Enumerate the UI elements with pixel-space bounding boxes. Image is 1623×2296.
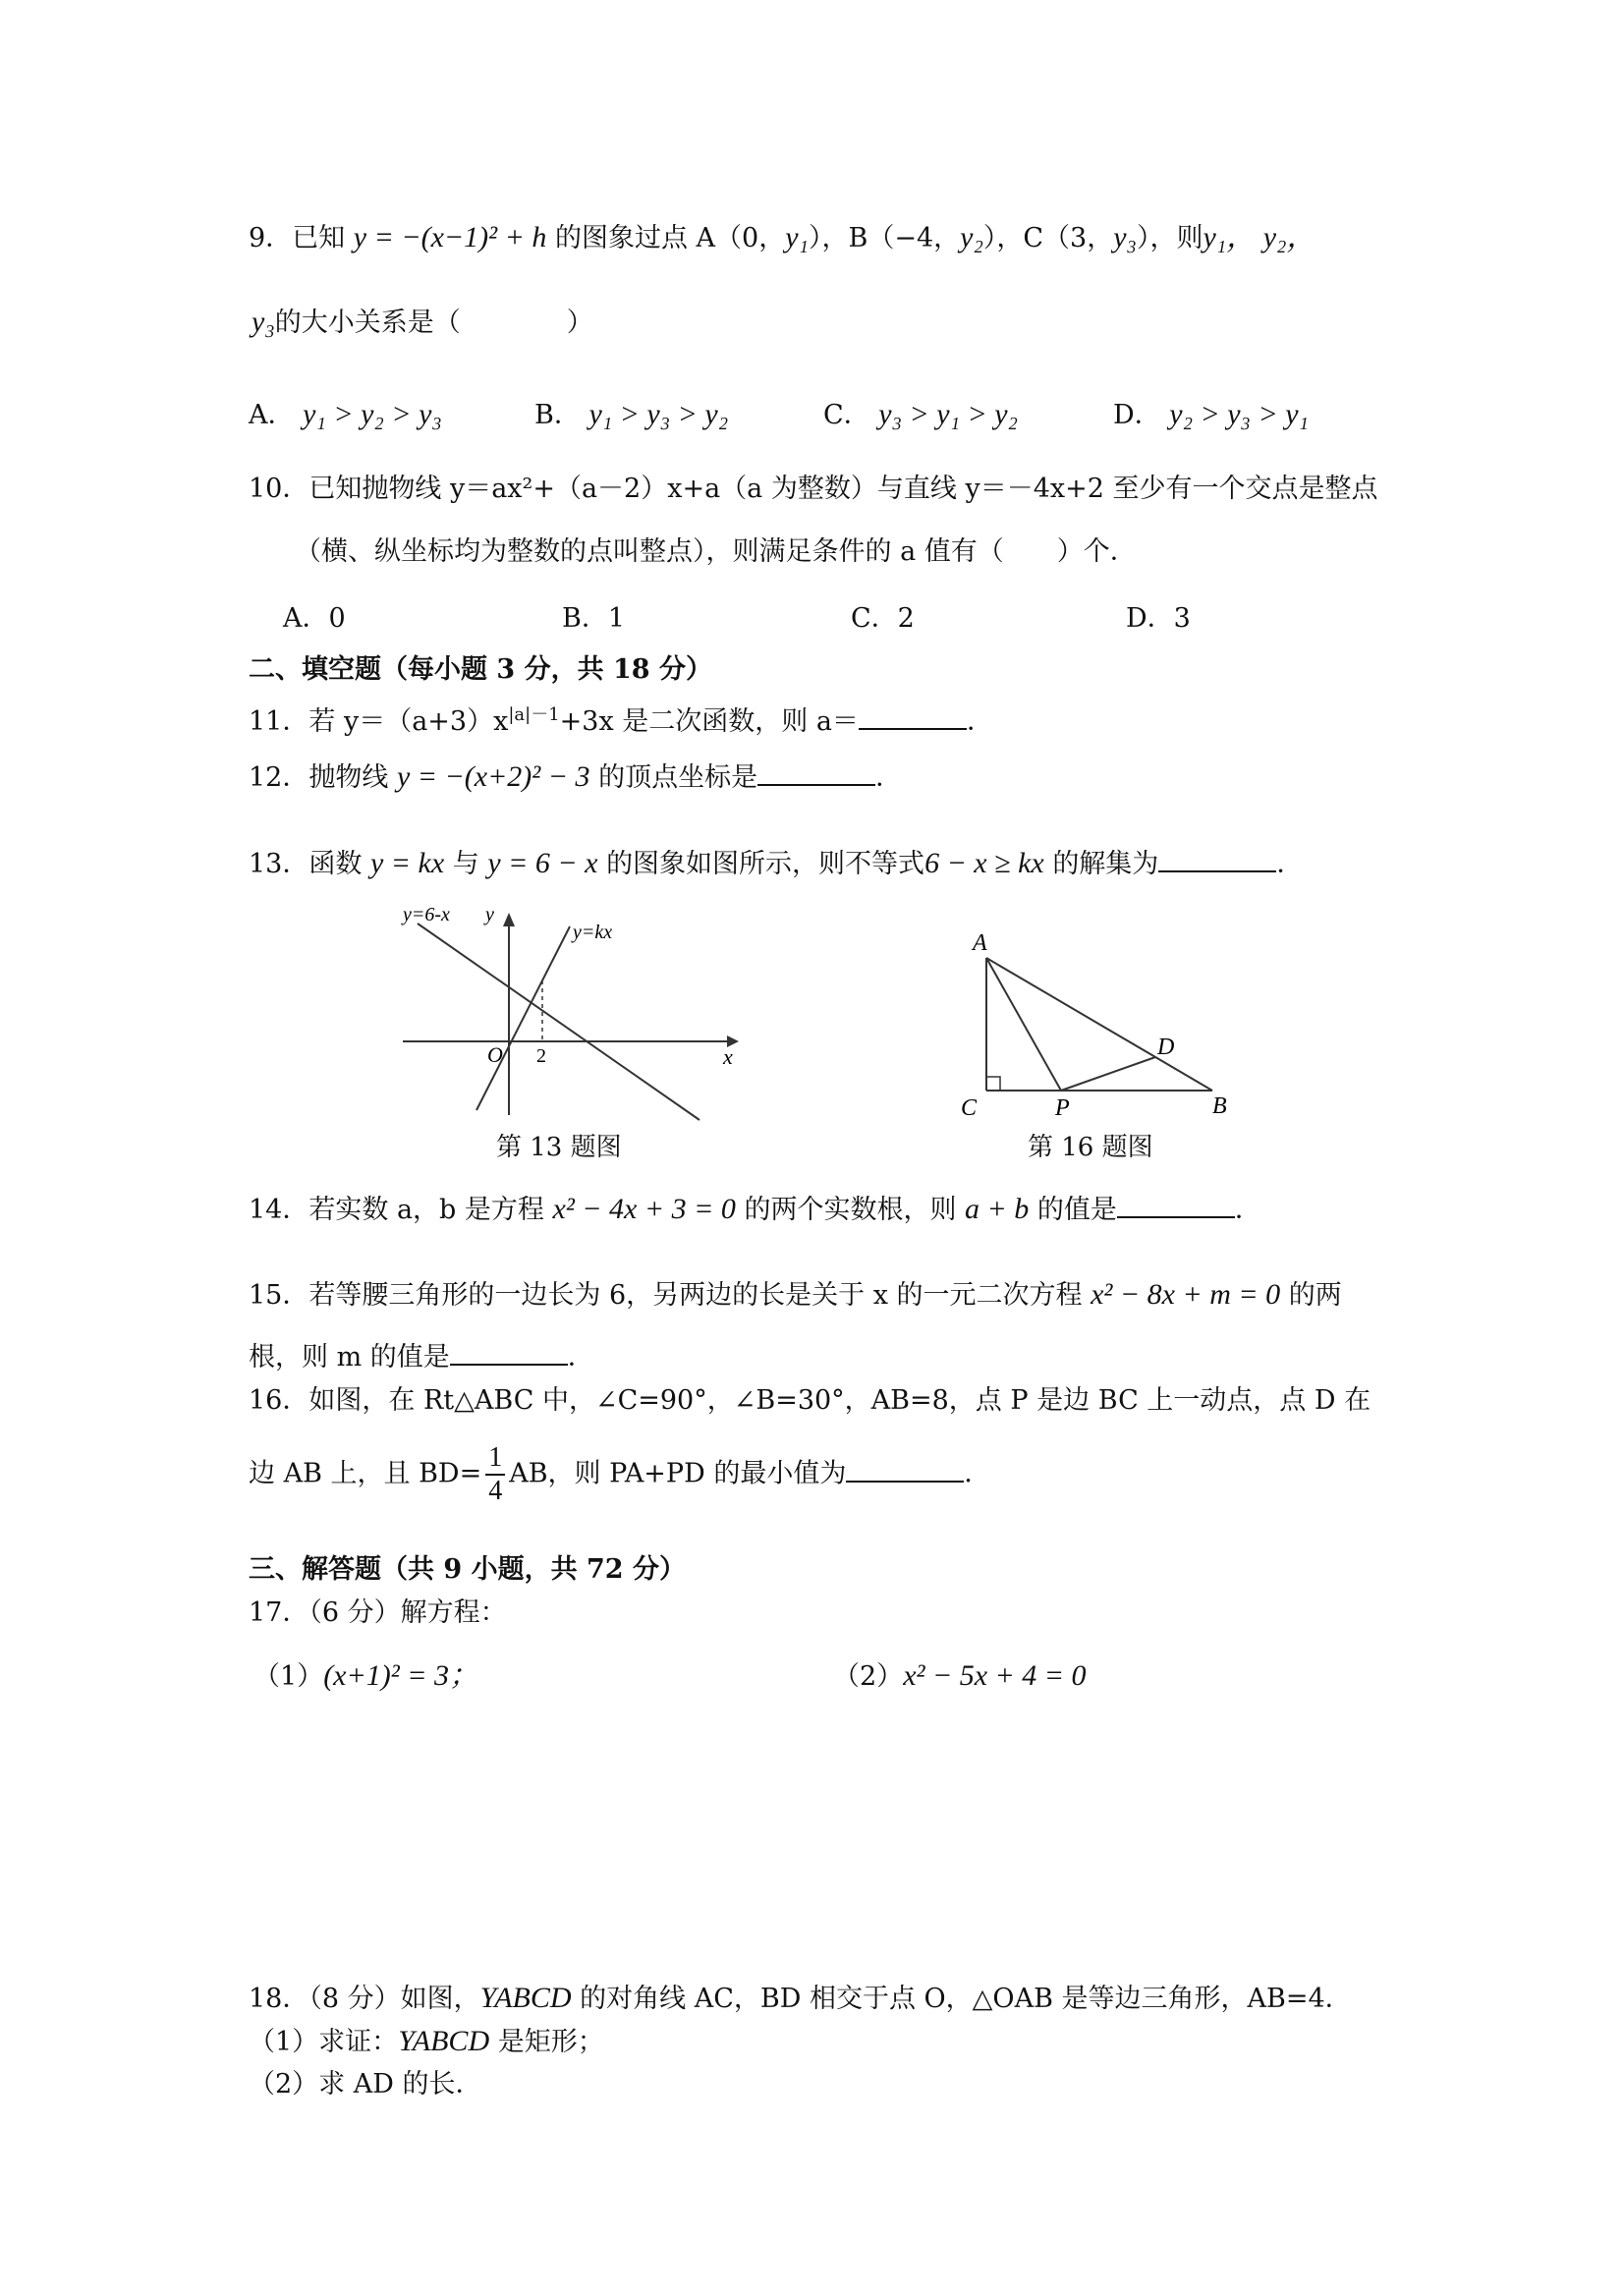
answer-blank[interactable] [450, 1336, 568, 1366]
q9-function-expr: y = −(x−1)² + h [353, 221, 547, 253]
q17-title: 17．（6 分）解方程： [249, 1597, 507, 1628]
q10-option-b: B．1 [562, 603, 626, 634]
label-c: C [961, 1095, 978, 1121]
segment-pa [986, 958, 1061, 1091]
figure-13-caption: 第 13 题图 [496, 1133, 622, 1162]
label-d: D [1157, 1035, 1175, 1060]
label-b: B [1212, 1093, 1227, 1119]
answer-blank[interactable] [859, 700, 967, 730]
figure-16-caption: 第 16 题图 [1028, 1133, 1153, 1162]
fraction-one-quarter: $\frac{1}{4}$ [485, 1442, 505, 1507]
line-y-kx [476, 926, 570, 1110]
answer-blank[interactable] [1158, 843, 1276, 872]
segment-pd [1061, 1057, 1155, 1091]
section-3-heading: 三、解答题（共 9 小题，共 72 分） [249, 1554, 686, 1585]
side-ab [986, 958, 1212, 1091]
q10-option-a: A．0 [283, 603, 346, 634]
q14: 14．若实数 a，b 是方程 x² − 4x + 3 = 0 的两个实数根，则 a + b 的值是 ． [249, 1189, 1261, 1230]
q16-line2: 边 AB 上，且 BD= $\frac{1}{4}$ AB，则 PA+PD 的最小值为 ． [249, 1442, 991, 1506]
figure-16-triangle [953, 919, 1248, 1125]
q15-line1: 15．若等腰三角形的一边长为 6，另两边的长是关于 x 的一元二次方程 x² − 8x + m = 0 的两 [249, 1278, 1342, 1311]
label-y-kx: y=kx [573, 922, 613, 943]
label-y-6-x: y=6-x [403, 904, 450, 925]
y-axis-arrow [503, 913, 515, 926]
q9-line1: 9．已知 y = −(x−1)² + h 的图象过点 A（0，y₁），B（−4，y₂），C（3，y₃），则y₁， y₂， [249, 221, 1316, 253]
label-a: A [973, 930, 987, 956]
section-2-heading: 二、填空题（每小题 3 分，共 18 分） [249, 654, 712, 685]
label-origin: O [487, 1042, 503, 1067]
q10-line1: 10．已知抛物线 y＝ax²+（a－2）x+a（a 为整数）与直线 y＝－4x+2 至少有一个交点是整点 [249, 474, 1378, 504]
q18-line2: （1）求证：YABCD 是矩形； [249, 2025, 604, 2057]
label-x: x [723, 1044, 733, 1069]
answer-blank[interactable] [1117, 1189, 1235, 1218]
q16-line1: 16．如图，在 Rt△ABC 中，∠C=90°，∠B=30°，AB=8，点 P 是边 BC 上一动点，点 D 在 [249, 1385, 1371, 1416]
label-y: y [485, 904, 494, 925]
q13: 13．函数 y = kx 与 y = 6 − x 的图象如图所示，则不等式6 − x ≥ kx 的解集为 ． [249, 843, 1303, 884]
label-p: P [1055, 1095, 1070, 1121]
q17-part2: （2）x² − 5x + 4 = 0 [833, 1659, 1087, 1692]
q12: 12．抛物线 y = −(x+2)² − 3 的顶点坐标是 ． [249, 756, 902, 798]
q9-option-b: B． y₁ > y₃ > y₂ [534, 398, 729, 430]
line-y-6-minus-x [418, 924, 700, 1120]
q15-line2: 根，则 m 的值是 ． [249, 1336, 594, 1377]
answer-blank[interactable] [846, 1453, 964, 1483]
q18-line1: 18．（8 分）如图，YABCD 的对角线 AC，BD 相交于点 O，△OAB 是等边三角形，AB=4． [249, 1982, 1352, 2014]
q10-option-d: D．3 [1126, 603, 1191, 634]
label-2: 2 [536, 1045, 546, 1067]
q10-option-c: C．2 [851, 603, 915, 634]
q9-option-a: A． y₁ > y₂ > y₃ [249, 398, 442, 430]
figure-13-graph [393, 899, 756, 1125]
q9-option-c: C． y₃ > y₁ > y₂ [823, 398, 1018, 430]
answer-blank[interactable] [757, 756, 875, 786]
q9-option-d: D． y₂ > y₃ > y₁ [1113, 398, 1309, 430]
q18-line3: （2）求 AD 的长． [249, 2069, 482, 2100]
right-angle-mark [986, 1077, 1000, 1091]
q11: 11．若 $y=(a+3)x^{|a|-1}+3x$ 是二次函数，则 a＝ ． [249, 696, 993, 742]
q10-line2: （横、纵坐标均为整数的点叫整点），则满足条件的 a 值有（ ）个． [295, 536, 1137, 567]
q17-part1: （1）(x+1)² = 3； [253, 1659, 478, 1692]
q9-line2: y₃的大小关系是（ ） [252, 306, 593, 338]
